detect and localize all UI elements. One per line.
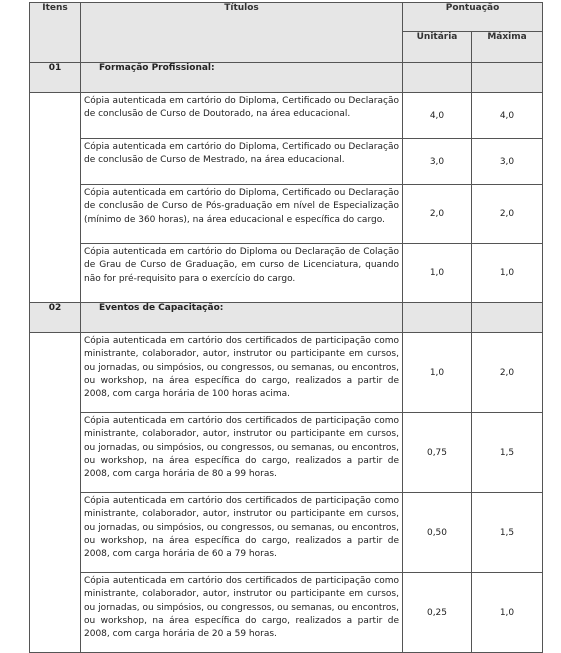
row-max-score: 1,5 <box>472 493 543 573</box>
row-max-score: 1,5 <box>472 413 543 493</box>
section-empty-cell <box>472 63 543 93</box>
section-row <box>30 303 543 333</box>
table-row <box>30 139 543 185</box>
table-row <box>30 185 543 244</box>
row-unit-score: 0,50 <box>403 493 472 573</box>
row-description: Cópia autenticada em cartório do Diploma ou Declaração de Colação de Grau de Curso de Graduação, em curso de Licenciatura, quando não for pré-requisito para o exercício do cargo. <box>81 244 403 303</box>
table-row <box>30 333 543 413</box>
scoring-table <box>29 2 543 653</box>
header-row <box>30 3 543 32</box>
row-description: Cópia autenticada em cartório dos certificados de participação como ministrante, colaborador, autor, instrutor ou participante em cursos, ou jornadas, ou simpósios, ou congressos, ou semanas, ou encontros, ou workshop, na área específica do cargo, realizados a partir de 2008, com carga horária de 80 a 99 horas. <box>81 413 403 493</box>
row-max-score: 2,0 <box>472 185 543 244</box>
row-description: Cópia autenticada em cartório dos certificados de participação como ministrante, colaborador, autor, instrutor ou participante em cursos, ou jornadas, ou simpósios, ou congressos, ou semanas, ou encontros, ou workshop, na área específica do cargo, realizados a partir de 2008, com carga horária de 20 a 59 horas. <box>81 573 403 653</box>
section-empty-cell <box>403 303 472 333</box>
row-unit-score: 4,0 <box>403 93 472 139</box>
row-unit-score: 2,0 <box>403 185 472 244</box>
row-description: Cópia autenticada em cartório dos certificados de participação como ministrante, colaborador, autor, instrutor ou participante em cursos, ou jornadas, ou simpósios, ou congressos, ou semanas, ou encontros, ou workshop, na área específica do cargo, realizados a partir de 2008, com carga horária de 60 a 79 horas. <box>81 493 403 573</box>
header-titulos: Títulos <box>81 3 403 63</box>
table-row <box>30 244 543 303</box>
header-unitaria: Unitária <box>403 32 472 63</box>
row-unit-score: 0,25 <box>403 573 472 653</box>
row-unit-score: 1,0 <box>403 333 472 413</box>
header-itens: Itens <box>30 3 81 63</box>
table-row <box>30 413 543 493</box>
header-maxima: Máxima <box>472 32 543 63</box>
row-unit-score: 3,0 <box>403 139 472 185</box>
section-number: 01 <box>30 63 81 93</box>
row-description: Cópia autenticada em cartório do Diploma, Certificado ou Declaração de conclusão de Curso de Doutorado, na área educacional. <box>81 93 403 139</box>
row-description: Cópia autenticada em cartório do Diploma, Certificado ou Declaração de conclusão de Curso de Pós-graduação em nível de Especialização (mínimo de 360 horas), na área educacional e específica do cargo. <box>81 185 403 244</box>
table-row <box>30 573 543 653</box>
header-pontuacao: Pontuação <box>403 3 543 32</box>
section-number: 02 <box>30 303 81 333</box>
row-unit-score: 1,0 <box>403 244 472 303</box>
row-max-score: 3,0 <box>472 139 543 185</box>
section-title: Eventos de Capacitação: <box>81 303 403 333</box>
item-spacer-cell <box>30 93 81 303</box>
section-title: Formação Profissional: <box>81 63 403 93</box>
row-max-score: 1,0 <box>472 573 543 653</box>
table-row <box>30 493 543 573</box>
row-unit-score: 0,75 <box>403 413 472 493</box>
row-max-score: 2,0 <box>472 333 543 413</box>
row-description: Cópia autenticada em cartório do Diploma, Certificado ou Declaração de conclusão de Curso de Mestrado, na área educacional. <box>81 139 403 185</box>
section-empty-cell <box>403 63 472 93</box>
section-empty-cell <box>472 303 543 333</box>
row-max-score: 4,0 <box>472 93 543 139</box>
row-description: Cópia autenticada em cartório dos certificados de participação como ministrante, colaborador, autor, instrutor ou participante em cursos, ou jornadas, ou simpósios, ou congressos, ou semanas, ou encontros, ou workshop, na área específica do cargo, realizados a partir de 2008, com carga horária de 100 horas acima. <box>81 333 403 413</box>
section-row <box>30 63 543 93</box>
table-row <box>30 93 543 139</box>
row-max-score: 1,0 <box>472 244 543 303</box>
item-spacer-cell <box>30 333 81 653</box>
